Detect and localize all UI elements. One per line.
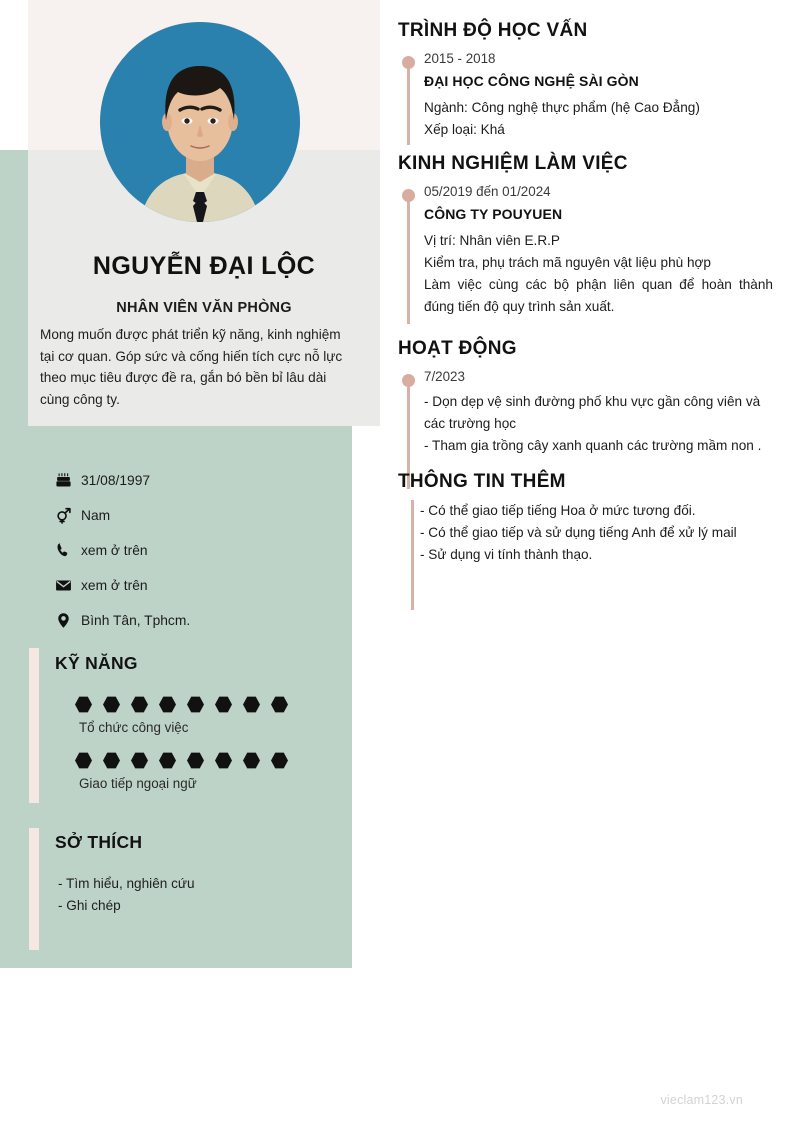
list-item: - Tìm hiểu, nghiên cứu [58, 876, 195, 891]
entry-date: 7/2023 [424, 369, 465, 384]
section-education [398, 20, 773, 141]
skill-dot [271, 696, 288, 713]
watermark: vieclam123.vn [660, 1093, 743, 1107]
skill-rating [75, 752, 288, 769]
location-pin-icon [55, 612, 81, 629]
timeline-entry [398, 184, 773, 318]
skill-dot [243, 752, 260, 769]
timeline-dot [402, 374, 415, 387]
avatar [100, 22, 300, 222]
birthday-cake-icon [55, 472, 81, 489]
contact-item-email [55, 568, 345, 603]
skill-list [75, 696, 288, 808]
section-title-activities: HOẠT ĐỘNG [398, 338, 517, 359]
contact-value: Nam [81, 508, 111, 523]
sidebar [0, 0, 380, 1123]
entry-org: CÔNG TY POUYUEN [424, 206, 563, 222]
skill-dot [187, 752, 204, 769]
contact-item-phone [55, 533, 345, 568]
timeline-line [407, 59, 410, 145]
skill-dot [103, 752, 120, 769]
skill-dot [131, 696, 148, 713]
timeline-dot [402, 189, 415, 202]
entry-detail: Xếp loại: Khá [424, 122, 505, 137]
profile-summary: Mong muốn được phát triển kỹ năng, kinh nghiệm tại cơ quan. Góp sức và cống hiến tích cực nỗ lực theo mục tiêu được đề ra, gắn bó bền bỉ lâu dài cùng công ty. [40, 327, 343, 407]
entry-detail: - Tham gia trồng cây xanh quanh các trường mầm non . [424, 438, 762, 453]
skill-label: Tổ chức công việc [79, 720, 189, 735]
skill-dot [215, 696, 232, 713]
skill-dot [243, 696, 260, 713]
entry-detail: - Có thể giao tiếp tiếng Hoa ở mức tương đối. [420, 503, 696, 518]
contact-item-birthday [55, 463, 345, 498]
section-experience [398, 153, 773, 318]
entry-org: ĐẠI HỌC CÔNG NGHỆ SÀI GÒN [424, 73, 639, 89]
entry-detail: - Sử dụng vi tính thành thạo. [420, 547, 593, 562]
skill-dot [271, 752, 288, 769]
page-title: NGUYỄN ĐẠI LỘC [92, 252, 316, 280]
contact-list [55, 463, 345, 638]
skill-rating [75, 696, 288, 713]
contact-value: xem ở trên [81, 543, 148, 558]
entry-detail: Làm việc cùng các bộ phận liên quan để hoàn thành đúng tiến độ quy trình sản xuất. [424, 277, 773, 314]
profile-job-title: NHÂN VIÊN VĂN PHÒNG [116, 300, 292, 316]
entry-date: 2015 - 2018 [424, 51, 496, 66]
entry-detail: - Dọn dẹp vệ sinh đường phố khu vực gần công viên và các trường học [424, 394, 761, 431]
entry-detail: Ngành: Công nghệ thực phẩm (hệ Cao Đẳng) [424, 100, 700, 115]
timeline-entry [398, 500, 773, 566]
section-title-skills: KỸ NĂNG [55, 653, 138, 673]
skill-item [75, 696, 288, 735]
section-title-additional: THÔNG TIN THÊM [398, 471, 566, 492]
list-item: - Ghi chép [58, 898, 121, 913]
section-title-hobbies: SỞ THÍCH [55, 832, 143, 852]
gender-icon [55, 507, 81, 524]
contact-value: xem ở trên [81, 578, 148, 593]
contact-value: 31/08/1997 [81, 473, 151, 488]
accent-bar-skills [29, 648, 39, 803]
accent-bar-hobbies [29, 828, 39, 950]
skill-dot [75, 752, 92, 769]
skill-dot [187, 696, 204, 713]
timeline-line [407, 192, 410, 324]
section-title-experience: KINH NGHIỆM LÀM VIỆC [398, 153, 628, 174]
skill-dot [159, 696, 176, 713]
portrait-photo-icon [100, 22, 300, 222]
skill-dot [75, 696, 92, 713]
entry-detail: Kiểm tra, phụ trách mã nguyên vật liệu phù hợp [424, 255, 711, 270]
phone-icon [55, 542, 81, 559]
contact-value: Bình Tân, Tphcm. [81, 613, 191, 628]
entry-detail: - Có thể giao tiếp và sử dụng tiếng Anh để xử lý mail [420, 525, 737, 540]
hobby-list [58, 873, 195, 917]
contact-item-address [55, 603, 345, 638]
timeline-entry [398, 51, 773, 141]
contact-item-gender [55, 498, 345, 533]
skill-dot [159, 752, 176, 769]
envelope-icon [55, 577, 81, 594]
main-content [398, 0, 773, 566]
section-activities [398, 338, 773, 457]
skill-dot [103, 696, 120, 713]
skill-label: Giao tiếp ngoại ngữ [79, 776, 197, 791]
skill-item [75, 752, 288, 791]
skill-dot [131, 752, 148, 769]
timeline-line [411, 500, 414, 610]
section-additional-info [398, 471, 773, 566]
timeline-entry [398, 369, 773, 457]
skill-dot [215, 752, 232, 769]
timeline-dot [402, 56, 415, 69]
entry-date: 05/2019 đến 01/2024 [424, 184, 551, 199]
entry-detail: Vị trí: Nhân viên E.R.P [424, 233, 560, 248]
section-title-education: TRÌNH ĐỘ HỌC VẤN [398, 20, 588, 41]
